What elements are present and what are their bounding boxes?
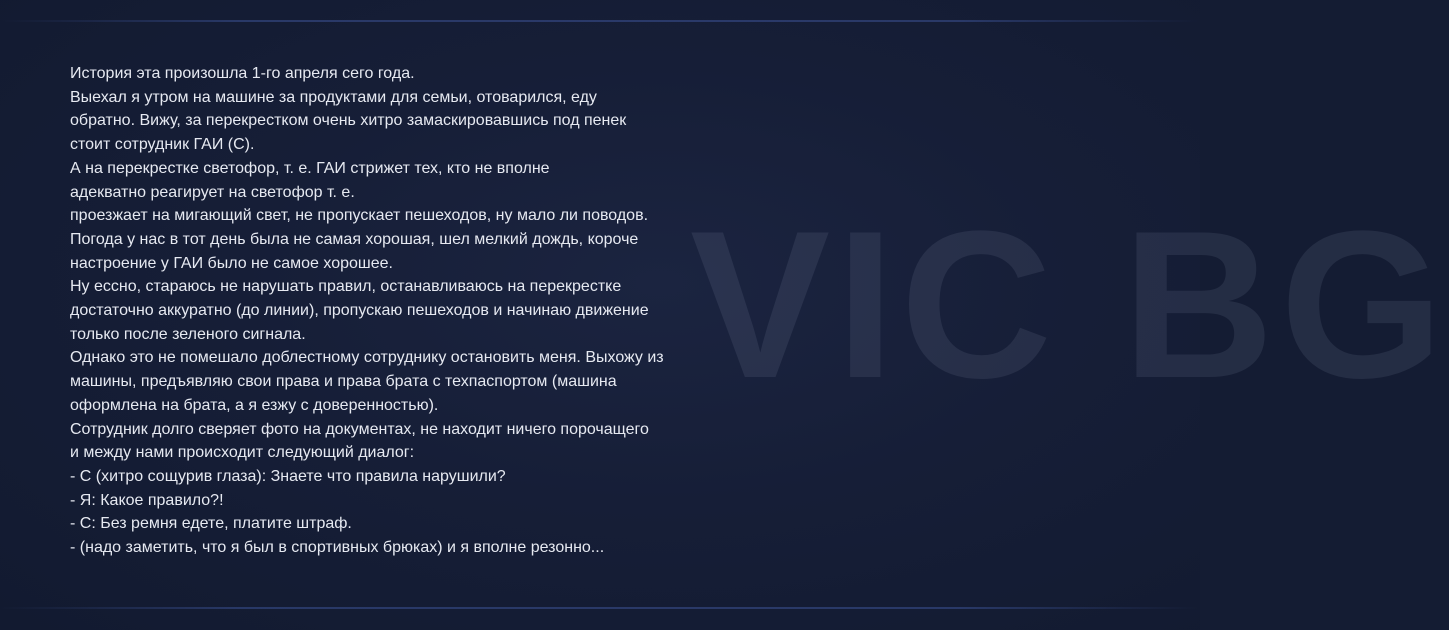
story-line: проезжает на мигающий свет, не пропускает пешеходов, ну мало ли поводов. — [70, 207, 649, 225]
watermark-logo: VIC BG — [690, 187, 1449, 422]
story-line: обратно. Вижу, за перекрестком очень хитро замаскировавшись под пенек — [70, 112, 627, 130]
story-line: Погода у нас в тот день была не самая хорошая, шел мелкий дождь, короче — [70, 230, 639, 248]
story-line: Однако это не помешало доблестному сотруднику остановить меня. Выхожу из — [70, 349, 664, 367]
story-line: Выехал я утром на машине за продуктами для семьи, отоварился, еду — [70, 88, 597, 106]
story-line: стоит сотрудник ГАИ (С). — [70, 136, 255, 154]
story-line: - С (хитро сощурив глаза): Знаете что правила нарушили? — [70, 467, 506, 485]
story-line: Ну ессно, стараюсь не нарушать правил, останавливаюсь на перекрестке — [70, 278, 622, 296]
story-line: - С: Без ремня едете, платите штраф. — [70, 515, 352, 533]
story-line: и между нами происходит следующий диалог: — [70, 444, 415, 462]
story-line: Сотрудник долго сверяет фото на документах, не находит ничего порочащего — [70, 420, 649, 438]
story-line: адекватно реагирует на светофор т. е. — [70, 183, 355, 201]
story-text — [70, 62, 770, 560]
story-line: оформлена на брата, а я езжу с доверенностью). — [70, 396, 439, 414]
top-divider — [0, 20, 1200, 22]
bottom-divider — [0, 607, 1200, 609]
story-line: - (надо заметить, что я был в спортивных брюках) и я вполне резонно... — [70, 539, 605, 557]
story-line: настроение у ГАИ было не самое хорошее. — [70, 254, 393, 272]
story-line: достаточно аккуратно (до линии), пропускаю пешеходов и начинаю движение — [70, 302, 649, 320]
story-line: только после зеленого сигнала. — [70, 325, 306, 343]
story-line: машины, предъявляю свои права и права брата с техпаспортом (машина — [70, 373, 617, 391]
story-line: А на перекрестке светофор, т. е. ГАИ стрижет тех, кто не вполне — [70, 159, 550, 177]
story-line: - Я: Какое правило?! — [70, 491, 224, 509]
story-line: История эта произошла 1-го апреля сего года. — [70, 65, 415, 82]
